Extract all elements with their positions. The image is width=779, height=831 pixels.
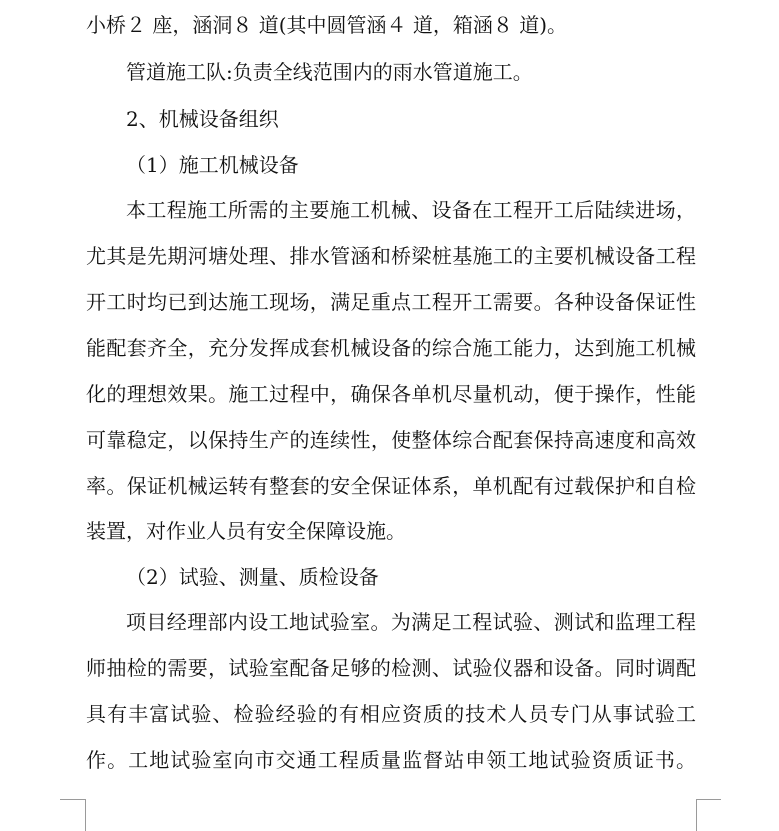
text-line: 化的理想效果。施工过程中，确保各单机尽量机动，便于操作，性能 — [86, 382, 696, 406]
text-line: 管道施工队:负责全线范围内的雨水管道施工。 — [126, 60, 533, 84]
text-line: 具有丰富试验、检验经验的有相应资质的技术人员专门从事试验工 — [86, 702, 696, 726]
text-line: 本工程施工所需的主要施工机械、设备在工程开工后陆续进场， — [126, 198, 696, 222]
text-line: 师抽检的需要，试验室配备足够的检测、试验仪器和设备。同时调配 — [86, 656, 696, 680]
margin-corner-mark-left — [60, 799, 86, 831]
text-line: 能配套齐全，充分发挥成套机械设备的综合施工能力，达到施工机械 — [86, 336, 696, 360]
subsection-heading: （1）施工机械设备 — [126, 153, 299, 177]
text-line: 开工时均已到达施工现场，满足重点工程开工需要。各种设备保证性 — [86, 290, 696, 314]
text-line: 装置，对作业人员有安全保障设施。 — [86, 519, 406, 543]
text-line: 作。工地试验室向市交通工程质量监督站申领工地试验资质证书。 — [86, 748, 696, 772]
subsection-heading: （2）试验、测量、质检设备 — [126, 565, 379, 589]
text-line: 率。保证机械运转有整套的安全保证体系，单机配有过载保护和自检 — [86, 474, 696, 498]
text-line: 项目经理部内设工地试验室。为满足工程试验、测试和监理工程 — [126, 610, 696, 634]
text-line: 尤其是先期河塘处理、排水管涵和桥梁桩基施工的主要机械设备工程 — [86, 244, 696, 268]
margin-corner-mark-right — [696, 799, 721, 831]
text-line: 可靠稳定，以保持生产的连续性，使整体综合配套保持高速度和高效 — [86, 428, 696, 452]
text-line: 小桥２ 座，涵洞８ 道(其中圆管涵４ 道，箱涵８ 道)。 — [86, 13, 568, 37]
section-heading: 2、机械设备组织 — [126, 107, 279, 131]
